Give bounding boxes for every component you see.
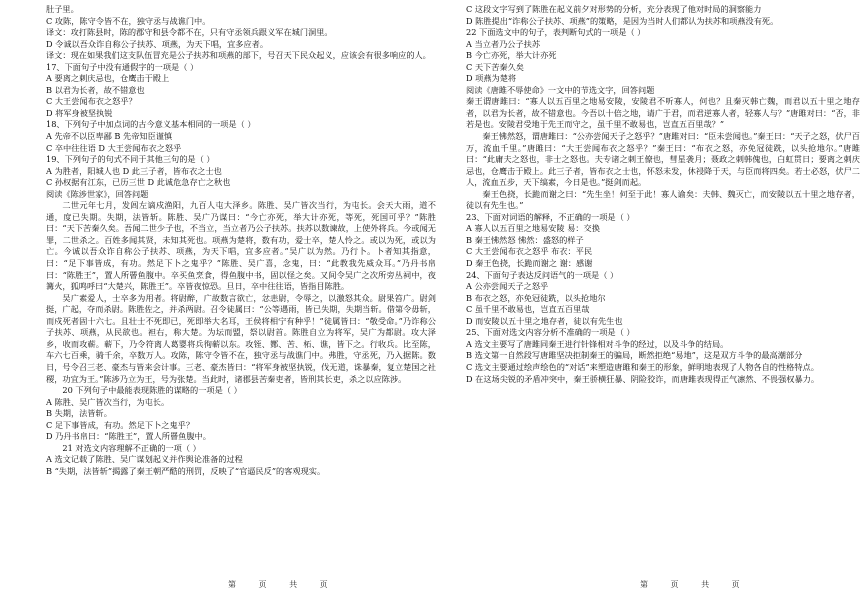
text-line: B 选文第一自然段写唐雎坚决拒制秦王的骗局，断然拒绝“易地”，这是双方斗争的最高潮部分 bbox=[466, 350, 803, 361]
text-line: 秦王色挠，长跪而谢之曰：“先生坐！何至于此！寡人谕矣：夫韩、魏灭亡，而安陵以五十里之地存者，徒以有先生也。” bbox=[466, 188, 860, 211]
text-line: D 乃丹书帛曰：“陈胜王”，置人所罾鱼腹中。 bbox=[46, 431, 211, 442]
text-line: C 这段文字写到了陈胜在起义前夕对形势的分析，充分表现了他对时局的洞察能力 bbox=[466, 4, 762, 14]
text-line: 阅读《陈涉世家》，回答问题 bbox=[46, 188, 149, 199]
page-footer-right: 第 页 共 页 bbox=[640, 580, 750, 589]
text-line: A 当立者乃公子扶苏 bbox=[466, 38, 541, 49]
text-line: 23、下面对词语的解释，不正确的一项是（ ） bbox=[466, 211, 635, 222]
text-line: C 大王尝闻布衣之怒乎 布衣：平民 bbox=[466, 246, 593, 257]
text-line: C 足下事皆成，有功。然足下卜之鬼乎？ bbox=[46, 419, 195, 430]
text-line: 吴广素爱人，士卒多为用者。将尉醉，广故数言欲亡，忿恚尉，令辱之，以激怒其众。尉果笞广。尉剑挺，广起，夺而杀尉。陈胜佐之，并杀两尉。召令徒属曰：“公等遇雨，皆已失期，失期当斩。借第令毋斩，而戍死者固十六七。且壮士不死即已，死即举大名耳，王侯将相宁有种乎！”徒属皆曰：“敬受命。”乃诈称公子扶苏、项燕，从民欲也。袒右，称大楚。为坛而盟，祭以尉首。陈胜自立为将军，吴广为都尉。攻大泽乡，收而攻蕲。蕲下，乃令符离人葛婴将兵徇蕲以东。攻铚、酂、苦、柘、谯，皆下之。行收兵。比至陈，车六七百乘，骑千余，卒数万人。攻陈，陈守令皆不在，独守丞与战谯门中。弗胜，守丞死，乃入据陈。数日，号令召三老、豪杰与皆来会计事。三老、豪杰皆曰：“将军身被坚执锐，伐无道，诛暴秦，复立楚国之社稷，功宜为王。”陈涉乃立为王，号为张楚。当此时，诸郡县苦秦吏者，皆刑其长吏，杀之以应陈涉。 bbox=[46, 292, 436, 384]
text-line: 译文：攻打陈县时，陈的郡守和县令都不在，只有守丞领兵跟义军在城门洞里。 bbox=[46, 27, 333, 38]
text-line: C 选文主要通过绘声绘色的“对话”来塑造唐雎和秦王的形象，鲜明地表现了人物各自的性格特点。 bbox=[466, 361, 819, 372]
text-line: 19、下列句子的句式不同于其他三句的是（ ） bbox=[46, 154, 215, 165]
page-footer-left: 第 页 共 页 bbox=[228, 580, 338, 589]
text-line: D 将军身被坚执锐 bbox=[46, 107, 113, 118]
text-line: D 而安陵以五十里之地存者，徒以有先生也 bbox=[466, 315, 623, 326]
text-line: A 陈胜、吴广皆次当行，为屯长。 bbox=[46, 396, 170, 407]
text-line: A 公亦尝闻天子之怒乎 bbox=[466, 281, 549, 292]
text-line: B 布衣之怒，亦免冠徒跣，以头抢地尔 bbox=[466, 292, 606, 303]
text-line: A 要离之刺庆忌也，仓鹰击于殿上 bbox=[46, 73, 170, 84]
text-line: C 孙权据有江东，已历三世 D 此诚危急存亡之秋也 bbox=[46, 177, 231, 188]
text-line: 秦王怫然怒，谓唐雎曰：“公亦尝闻天子之怒乎？”唐雎对曰：“臣未尝闻也。”秦王曰：“天子之怒，伏尸百万，流血千里。”唐雎曰：“大王尝闻布衣之怒乎？”秦王曰：“布衣之怒，亦免冠徒跣，以头抢地尔。”唐雎曰：“此庸夫之怒也，非士之怒也。夫专诸之刺王僚也，彗星袭月；聂政之刺韩傀也，白虹贯日；要离之刺庆忌也，仓鹰击于殿上。此三子者，皆布衣之士也，怀怒未发，休祲降于天，与臣而将四矣。若士必怒，伏尸二人，流血五步，天下缟素，今日是也。”挺剑而起。 bbox=[466, 131, 860, 188]
text-line: 肚子里。 bbox=[46, 4, 79, 14]
text-line: B 失期，法皆斩。 bbox=[46, 408, 112, 419]
text-line: D 陈胜提出“诈称公子扶苏、项燕”的策略，是因为当时人们都认为扶苏和项燕没有死。 bbox=[466, 15, 779, 26]
text-line: C 卒中往往语 D 大王尝闻布衣之怒乎 bbox=[46, 142, 182, 153]
text-line: 20 下列句子中最能表现陈胜的谋略的一项是（ ） bbox=[62, 385, 242, 396]
text-line: 二世元年七月，发闾左谪戍渔阳，九百人屯大泽乡。陈胜、吴广皆次当行，为屯长。会天大雨，道不通，度已失期。失期，法皆斩。陈胜、吴广乃谋曰：“今亡亦死，举大计亦死，等死，死国可乎？”陈胜曰：“天下苦秦久矣。吾闻二世少子也，不当立，当立者乃公子扶苏。扶苏以数谏故，上使外将兵。今或闻无罪，二世杀之。百姓多闻其贤，未知其死也。项燕为楚将，数有功，爱士卒，楚人怜之。或以为死，或以为亡。今诚以吾众诈自称公子扶苏、项燕，为天下唱，宜多应者。”吴广以为然。乃行卜。卜者知其指意，曰：“足下事皆成，有功。然足下卜之鬼乎？”陈胜、吴广喜，念鬼，曰：“此教我先威众耳。”乃丹书帛曰：“陈胜王”，置人所罾鱼腹中。卒买鱼烹食，得鱼腹中书，固以怪之矣。又间令吴广之次所旁丛祠中，夜篝火，狐鸣呼曰“大楚兴，陈胜王”。卒皆夜惊恐。旦日，卒中往往语，皆指目陈胜。 bbox=[46, 200, 436, 292]
text-line: 18、下列句子中加点词的古今意义基本相同的一项是（ ） bbox=[46, 119, 256, 130]
text-line: 25、下面对选文内容分析不准确的一项是（ ） bbox=[466, 327, 635, 338]
text-line: 阅读《唐雎不辱使命》一文中的节选文字，回答问题 bbox=[466, 84, 655, 95]
text-line: D 项燕为楚将 bbox=[466, 73, 517, 84]
text-line: C 天下苦秦久矣 bbox=[466, 61, 524, 72]
text-line: A 为胜者，阳城人也 D 此三子者，皆布衣之士也 bbox=[46, 165, 222, 176]
text-line: 译文：现在如果我们这支队伍冒充是公子扶苏和项燕的部下，号召天下民众起义，应该会有很多响应的人。 bbox=[46, 50, 431, 61]
text-line: A 选文主要写了唐雎同秦王进行针锋相对斗争的经过，以及斗争的结局。 bbox=[466, 338, 729, 349]
text-line: B 今亡亦死，举大计亦死 bbox=[466, 50, 557, 61]
text-line: 24、下面句子表达反问语气的一项是（ ） bbox=[466, 269, 619, 280]
text-line: D 令诚以吾众诈自称公子扶苏、项燕，为天下唱，宜多应者。 bbox=[46, 38, 269, 49]
text-line: B 以君为长者，故不错意也 bbox=[46, 84, 145, 95]
text-line: C 攻陈，陈守令皆不在，独守丞与战谯门中。 bbox=[46, 15, 211, 26]
text-line: 17、下面句子中没有通假字的一项是（ ） bbox=[46, 61, 199, 72]
text-line: A 寡人以五百里之地易安陵 易：交换 bbox=[466, 223, 600, 234]
text-line: 21 对选文内容理解不正确的一项（ ） bbox=[62, 442, 201, 453]
text-line: D 在这场尖锐的矛盾冲突中，秦王骄横狂暴、阴险狡诈，而唐雎表现得正气凛然、不畏强权暴力。 bbox=[466, 373, 820, 384]
text-line: A 先帝不以臣卑鄙 B 先帝知臣谨慎 bbox=[46, 131, 173, 142]
text-line: C 大王尝闻布衣之怒乎？ bbox=[46, 96, 137, 107]
right-column bbox=[466, 4, 860, 385]
text-line: B 秦王怫然怒 怫然：盛怒的样子 bbox=[466, 234, 584, 245]
left-column bbox=[46, 4, 436, 477]
text-line: B “失期，法皆斩”揭露了秦王朝严酷的刑罚，反映了“官逼民反”的客观现实。 bbox=[46, 465, 326, 476]
text-line: D 秦王色挠，长跪而谢之 谢：感谢 bbox=[466, 258, 593, 269]
text-line: 秦王谓唐雎曰：“寡人以五百里之地易安陵，安陵君不听寡人，何也？且秦灭韩亡魏，而君以五十里之地存者，以君为长者，故不错意也。今吾以十倍之地，请广于君，而君逆寡人者，轻寡人与？”唐雎对曰：“否，非若是也。安陵君受地于先王而守之，虽千里不敢易也，岂直五百里哉？” bbox=[466, 96, 860, 130]
text-line: A 选文记载了陈胜、吴广谋划起义并作舆论准备的过程 bbox=[46, 454, 243, 465]
text-line: C 虽千里不敢易也，岂直五百里哉 bbox=[466, 304, 590, 315]
text-line: 22 下面选文中的句子，表判断句式的一项是（ ） bbox=[466, 27, 646, 38]
